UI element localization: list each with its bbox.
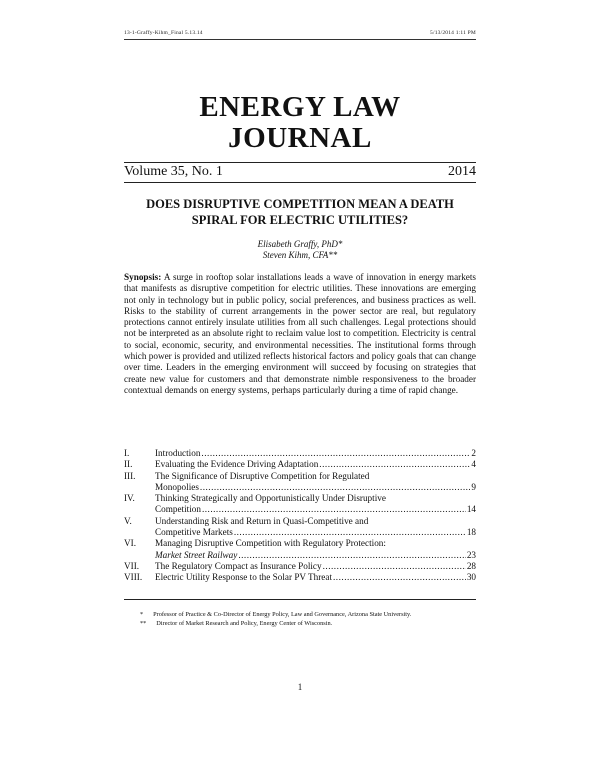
article-title <box>124 196 476 228</box>
toc-entry-title-line: Understanding Risk and Return in Quasi-Competitive and <box>155 515 369 526</box>
toc-entry-title-line: Thinking Strategically and Opportunistically Under Disruptive <box>155 493 386 504</box>
table-of-contents <box>124 448 476 584</box>
running-header <box>124 30 476 40</box>
footnote <box>124 619 476 628</box>
toc-entry-title: The Regulatory Compact as Insurance Policy <box>155 560 322 571</box>
toc-entry-page: 30 <box>466 572 476 583</box>
synopsis-label: Synopsis: <box>124 272 162 282</box>
toc-dot-leader <box>201 448 470 459</box>
toc-entry-page: 14 <box>466 504 476 515</box>
toc-entry <box>124 561 476 572</box>
toc-entry-number: VI. <box>124 538 136 549</box>
toc-entry-title: Introduction <box>155 448 201 458</box>
toc-dot-leader <box>234 527 466 538</box>
toc-entry-number: III. <box>124 470 136 481</box>
toc-entry-page: 23 <box>466 549 476 560</box>
footnote-marker: * <box>140 611 144 618</box>
footnote-divider <box>124 599 476 600</box>
volume-bar <box>124 162 476 183</box>
toc-entry <box>124 459 476 470</box>
toc-entry-number: V. <box>124 515 132 526</box>
journal-title-line2: JOURNAL <box>228 122 372 154</box>
toc-entry-number: VII. <box>124 560 140 571</box>
volume-number: Volume 35, No. 1 <box>124 164 223 179</box>
author-2: Steven Kihm, CFA** <box>262 250 338 260</box>
toc-entry-number: VIII. <box>124 572 143 583</box>
footnote-text: Director of Market Research and Policy, Energy Center of Wisconsin. <box>156 620 333 627</box>
toc-dot-leader <box>202 504 466 515</box>
page-number: 1 <box>297 682 303 692</box>
toc-entry <box>124 471 476 494</box>
footnotes <box>124 610 476 628</box>
toc-dot-leader <box>319 459 470 470</box>
journal-title-line1: ENERGY LAW <box>199 91 401 123</box>
article-title-line2: SPIRAL FOR ELECTRIC UTILITIES? <box>191 213 409 227</box>
toc-entry-title: Competition <box>155 504 201 515</box>
toc-entry-page: 2 <box>471 448 476 458</box>
toc-entry <box>124 572 476 583</box>
toc-entry-number: II. <box>124 459 133 470</box>
toc-entry-title: Market Street Railway <box>155 549 238 560</box>
running-header-right: 5/13/2014 1:11 PM <box>430 30 476 36</box>
toc-entry-title: Evaluating the Evidence Driving Adaptation <box>155 459 319 470</box>
volume-year: 2014 <box>448 164 476 179</box>
synopsis-text: A surge in rooftop solar installations leads a wave of innovation in energy markets that manifests as disruptive competition for electric utilities. These innovations are emerging not only in technology but in public policy, social preferences, and business practices as well. Risks to the stability of current arrangements in the power sector are real, but regulatory protections cannot entirely insulate utilities from all such challenges. Legal protections should not be interpreted as an absolute right to reclaim value lost to competition. Electricity is central to social, economic, security, and environmental necessities. The institutional forms through which power is provided and utilized reflects historical factors and policy goals that can change over time. Leaders in the emerging environment will succeed by focusing on strategies that create new value for customers and that demonstrate nimble responsiveness to the broader contextual demands on energy systems, perhaps particularly during a time of rapid change. <box>124 272 477 395</box>
author-block <box>124 239 476 261</box>
toc-entry-page: 18 <box>466 527 476 538</box>
running-header-left: 13-1-Graffy-Kihm_Final 5.13.14 <box>124 30 203 36</box>
toc-entry-page: 28 <box>466 560 476 571</box>
author-1: Elisabeth Graffy, PhD* <box>257 239 343 249</box>
article-title-line1: DOES DISRUPTIVE COMPETITION MEAN A DEATH <box>146 197 454 211</box>
journal-title <box>124 92 476 154</box>
toc-dot-leader <box>333 572 466 583</box>
toc-entry-title-line: The Significance of Disruptive Competition for Regulated <box>155 470 370 481</box>
footnote <box>124 610 476 619</box>
toc-dot-leader <box>238 550 465 561</box>
toc-entry <box>124 516 476 539</box>
toc-entry-page: 4 <box>471 459 476 470</box>
toc-entry-page: 9 <box>471 481 476 492</box>
synopsis <box>124 272 476 396</box>
toc-entry <box>124 448 476 459</box>
toc-entry-number: I. <box>124 448 130 458</box>
footnote-text: Professor of Practice & Co-Director of Energy Policy, Law and Governance, Arizona State University. <box>153 611 412 618</box>
toc-entry <box>124 538 476 561</box>
toc-entry-title: Monopolies <box>155 481 199 492</box>
toc-entry-number: IV. <box>124 493 135 504</box>
toc-entry-title: Competitive Markets <box>155 527 233 538</box>
toc-entry <box>124 493 476 516</box>
toc-entry-title-line: Managing Disruptive Competition with Regulatory Protection: <box>155 538 386 549</box>
footnote-marker: ** <box>140 620 147 627</box>
toc-dot-leader <box>200 482 471 493</box>
toc-entry-title: Electric Utility Response to the Solar PV Threat <box>155 572 332 583</box>
toc-dot-leader <box>323 561 466 572</box>
